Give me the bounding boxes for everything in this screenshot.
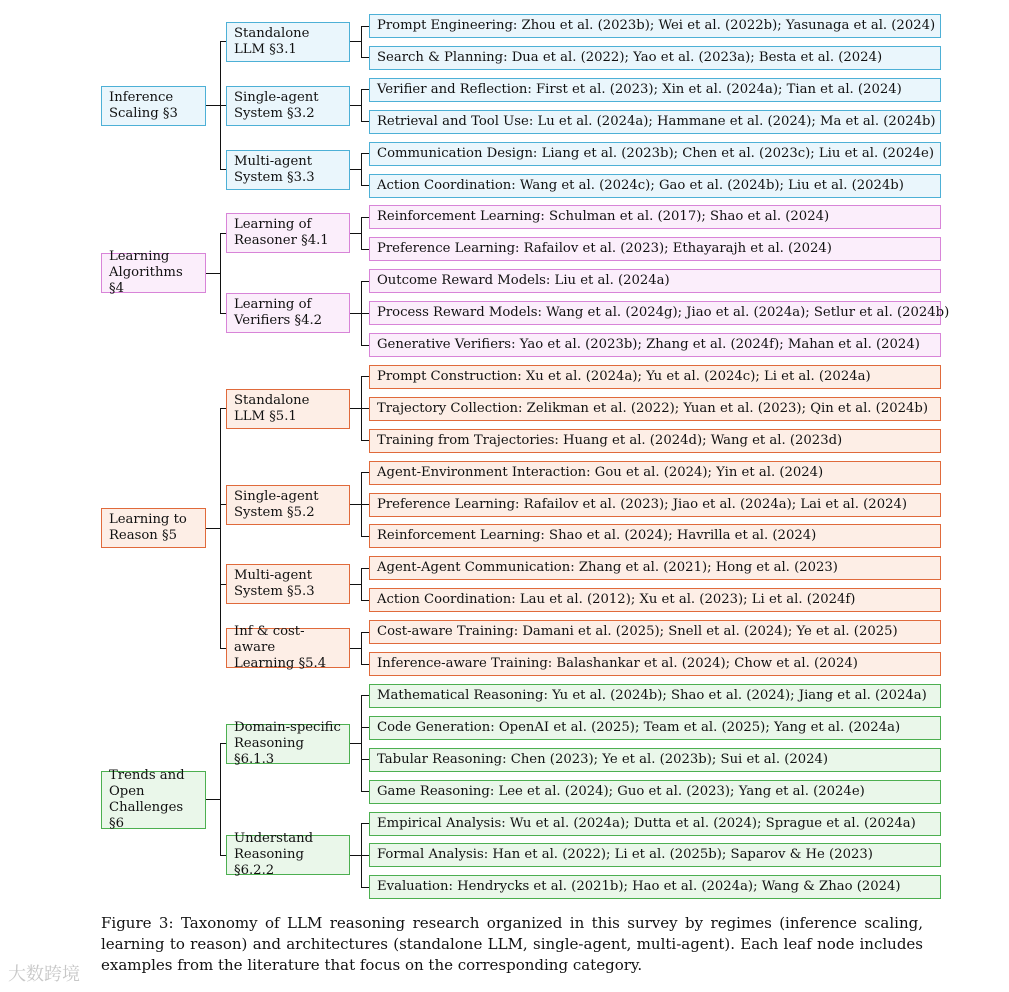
connector-line (350, 169, 361, 170)
connector-line (350, 743, 361, 744)
connector-line (361, 632, 369, 633)
connector-line (350, 313, 361, 314)
category-node: Single-agent System §3.2 (226, 86, 350, 126)
connector-line (361, 281, 369, 282)
connector-line (361, 727, 369, 728)
connector-line (361, 153, 369, 154)
connector-line (220, 743, 226, 744)
connector-line (361, 408, 369, 409)
connector-line (220, 855, 226, 856)
leaf-node: Empirical Analysis: Wu et al. (2024a); Dutta et al. (2024); Sprague et al. (2024a) (369, 812, 941, 836)
connector-line (361, 345, 369, 346)
leaf-node: Prompt Engineering: Zhou et al. (2023b); Wei et al. (2022b); Yasunaga et al. (2024) (369, 14, 941, 38)
connector-line (350, 648, 361, 649)
leaf-node: Retrieval and Tool Use: Lu et al. (2024a); Hammane et al. (2024); Ma et al. (2024b) (369, 110, 941, 134)
connector-line (361, 568, 369, 569)
connector-line (361, 664, 369, 665)
leaf-node: Code Generation: OpenAI et al. (2025); Team et al. (2025); Yang et al. (2024a) (369, 716, 941, 740)
connector-line (350, 233, 361, 234)
connector-line (220, 408, 226, 409)
connector-line (361, 504, 369, 505)
leaf-node: Communication Design: Liang et al. (2023b); Chen et al. (2023c); Liu et al. (2024e) (369, 142, 941, 166)
connector-line (361, 153, 362, 186)
connector-line (206, 273, 220, 274)
leaf-node: Outcome Reward Models: Liu et al. (2024a) (369, 269, 941, 293)
connector-line (361, 568, 362, 601)
leaf-node: Verifier and Reflection: First et al. (2023); Xin et al. (2024a); Tian et al. (2024) (369, 78, 941, 102)
connector-line (220, 504, 226, 505)
connector-line (361, 791, 369, 792)
connector-line (361, 185, 369, 186)
connector-line (220, 408, 221, 648)
leaf-node: Cost-aware Training: Damani et al. (2025); Snell et al. (2024); Ye et al. (2025) (369, 620, 941, 644)
leaf-node: Prompt Construction: Xu et al. (2024a); Yu et al. (2024c); Li et al. (2024a) (369, 365, 941, 389)
connector-line (361, 57, 369, 58)
section-node: Learning Algorithms §4 (101, 253, 206, 293)
connector-line (361, 600, 369, 601)
connector-line (361, 472, 369, 473)
connector-line (361, 855, 369, 856)
connector-line (350, 584, 361, 585)
leaf-node: Preference Learning: Rafailov et al. (2023); Jiao et al. (2024a); Lai et al. (2024) (369, 493, 941, 517)
connector-line (220, 105, 226, 106)
connector-line (361, 823, 369, 824)
leaf-node: Evaluation: Hendrycks et al. (2021b); Hao et al. (2024a); Wang & Zhao (2024) (369, 875, 941, 899)
leaf-node: Agent-Agent Communication: Zhang et al. (2021); Hong et al. (2023) (369, 556, 941, 580)
connector-line (361, 89, 369, 90)
connector-line (361, 217, 362, 250)
leaf-node: Process Reward Models: Wang et al. (2024g); Jiao et al. (2024a); Setlur et al. (2024b) (369, 301, 941, 325)
connector-line (350, 105, 361, 106)
connector-line (220, 41, 226, 42)
leaf-node: Agent-Environment Interaction: Gou et al. (2024); Yin et al. (2024) (369, 461, 941, 485)
section-node: Trends and Open Challenges §6 (101, 771, 206, 829)
category-node: Multi-agent System §3.3 (226, 150, 350, 190)
leaf-node: Trajectory Collection: Zelikman et al. (2022); Yuan et al. (2023); Qin et al. (2024b) (369, 397, 941, 421)
category-node: Learning of Reasoner §4.1 (226, 213, 350, 253)
leaf-node: Tabular Reasoning: Chen (2023); Ye et al. (2023b); Sui et al. (2024) (369, 748, 941, 772)
connector-line (220, 233, 221, 314)
leaf-node: Reinforcement Learning: Schulman et al. (2017); Shao et al. (2024) (369, 205, 941, 229)
connector-line (361, 759, 369, 760)
connector-line (361, 89, 362, 122)
connector-line (361, 887, 369, 888)
connector-line (361, 313, 369, 314)
connector-line (361, 217, 369, 218)
connector-line (206, 799, 220, 800)
category-node: Standalone LLM §3.1 (226, 22, 350, 62)
connector-line (361, 249, 369, 250)
connector-line (350, 504, 361, 505)
connector-line (361, 26, 362, 59)
connector-line (206, 105, 220, 106)
category-node: Learning of Verifiers §4.2 (226, 293, 350, 333)
connector-line (206, 528, 220, 529)
connector-line (350, 408, 361, 409)
connector-line (361, 536, 369, 537)
section-node: Learning to Reason §5 (101, 508, 206, 548)
connector-line (361, 440, 369, 441)
category-node: Standalone LLM §5.1 (226, 389, 350, 429)
leaf-node: Generative Verifiers: Yao et al. (2023b); Zhang et al. (2024f); Mahan et al. (2024) (369, 333, 941, 357)
connector-line (220, 313, 226, 314)
connector-line (350, 855, 361, 856)
watermark: 大数跨境 (8, 964, 80, 985)
leaf-node: Action Coordination: Wang et al. (2024c); Gao et al. (2024b); Liu et al. (2024b) (369, 174, 941, 198)
leaf-node: Formal Analysis: Han et al. (2022); Li et al. (2025b); Saparov & He (2023) (369, 843, 941, 867)
connector-line (350, 41, 361, 42)
leaf-node: Preference Learning: Rafailov et al. (2023); Ethayarajh et al. (2024) (369, 237, 941, 261)
connector-line (361, 632, 362, 665)
connector-line (361, 695, 369, 696)
connector-line (220, 169, 226, 170)
connector-line (361, 26, 369, 27)
leaf-node: Mathematical Reasoning: Yu et al. (2024b); Shao et al. (2024); Jiang et al. (2024a) (369, 684, 941, 708)
leaf-node: Search & Planning: Dua et al. (2022); Yao et al. (2023a); Besta et al. (2024) (369, 46, 941, 70)
figure-caption: Figure 3: Taxonomy of LLM reasoning research organized in this survey by regimes (inference scaling, learning to reason) and architectures (standalone LLM, single-agent, multi-agent). Each leaf node includes examples from the literature that focus on the corresponding category. (101, 914, 923, 974)
leaf-node: Action Coordination: Lau et al. (2012); Xu et al. (2023); Li et al. (2024f) (369, 588, 941, 612)
connector-line (220, 648, 226, 649)
connector-line (220, 233, 226, 234)
category-node: Understand Reasoning §6.2.2 (226, 835, 350, 875)
leaf-node: Game Reasoning: Lee et al. (2024); Guo et al. (2023); Yang et al. (2024e) (369, 780, 941, 804)
leaf-node: Training from Trajectories: Huang et al. (2024d); Wang et al. (2023d) (369, 429, 941, 453)
category-node: Single-agent System §5.2 (226, 485, 350, 525)
connector-line (361, 121, 369, 122)
connector-line (361, 376, 369, 377)
leaf-node: Reinforcement Learning: Shao et al. (2024); Havrilla et al. (2024) (369, 524, 941, 548)
connector-line (361, 695, 362, 792)
section-node: Inference Scaling §3 (101, 86, 206, 126)
connector-line (220, 743, 221, 856)
category-node: Inf & cost-aware Learning §5.4 (226, 628, 350, 668)
category-node: Multi-agent System §5.3 (226, 564, 350, 604)
leaf-node: Inference-aware Training: Balashankar et al. (2024); Chow et al. (2024) (369, 652, 941, 676)
category-node: Domain-specific Reasoning §6.1.3 (226, 724, 350, 764)
connector-line (220, 584, 226, 585)
